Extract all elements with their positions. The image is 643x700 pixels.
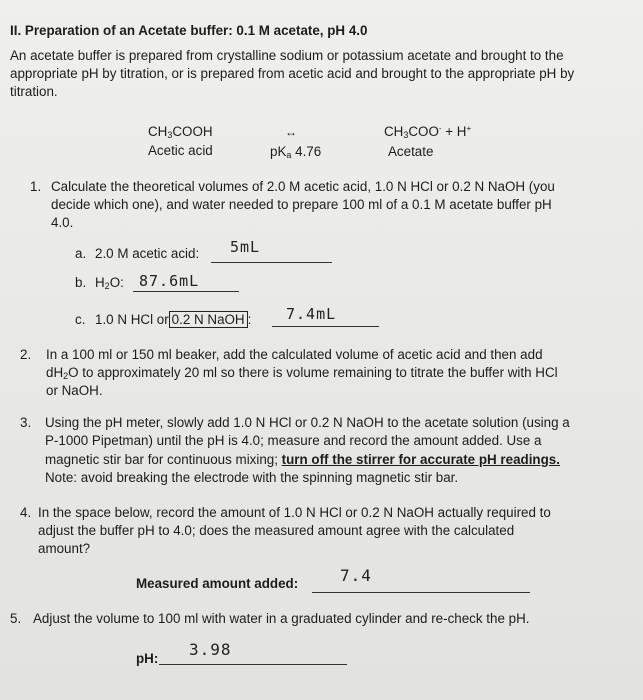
- intro-line-2: appropriate pH by titration, or is prepared from acetic acid and brought to the appropriate pH by: [10, 66, 575, 81]
- q5-number: 5.: [10, 611, 22, 626]
- q3-bold-warning: turn off the stirrer for accurate pH readings.: [281, 452, 560, 467]
- q1c-answer: 7.4mL: [286, 305, 337, 323]
- intro-line-1: An acetate buffer is prepared from crystalline sodium or potassium acetate and brought to the: [10, 48, 564, 63]
- acetic-acid-name: Acetic acid: [148, 143, 213, 158]
- q1a-answer: 5mL: [230, 238, 261, 256]
- section-title: II. Preparation of an Acetate buffer: 0.1 M acetate, pH 4.0: [10, 23, 368, 38]
- q1-number: 1.: [30, 179, 42, 194]
- q1b-label: b.: [75, 275, 87, 290]
- q1-line-1: Calculate the theoretical volumes of 2.0 M acetic acid, 1.0 N HCl or 0.2 N NaOH (you: [51, 179, 555, 194]
- q2-line-1: In a 100 ml or 150 ml beaker, add the calculated volume of acetic acid and then add: [46, 347, 543, 362]
- measured-amount-label: Measured amount added:: [136, 576, 299, 591]
- q1c-label: c.: [75, 312, 86, 327]
- q4-number: 4.: [20, 505, 32, 520]
- q2-number: 2.: [20, 347, 32, 362]
- pka-value: $pK_a$ 4.76: [270, 144, 322, 160]
- ph-label: pH:: [136, 651, 159, 666]
- acetate-formula: $CH_3COO^- + H^+$: [384, 124, 472, 140]
- q5-line-1: Adjust the volume to 100 ml with water in a graduated cylinder and re-check the pH.: [33, 611, 530, 626]
- q2-line-2: $dH_2O$ to approximately 20 ml so there is volume remaining to titrate the buffer with HCl: [46, 365, 558, 381]
- q2-line-3: or NaOH.: [46, 383, 103, 398]
- measured-amount-blank: [312, 592, 530, 593]
- q3-line-1: Using the pH meter, slowly add 1.0 N HCl or 0.2 N NaOH to the acetate solution (using a: [45, 415, 570, 430]
- ph-answer: 3.98: [189, 640, 232, 659]
- q1c-blank: [272, 326, 379, 327]
- ph-blank: [159, 664, 347, 665]
- q1a-text: 2.0 M acetic acid:: [95, 246, 200, 261]
- intro-line-3: titration.: [10, 84, 58, 99]
- q4-line-2: adjust the buffer pH to 4.0; does the measured amount agree with the calculated: [38, 523, 515, 538]
- q1a-blank: [211, 262, 332, 263]
- q1b-answer: 87.6mL: [139, 272, 200, 290]
- acetic-acid-formula: $CH_3COOH$: [148, 124, 213, 140]
- q1b-blank: [133, 291, 239, 292]
- q3-line-3: magnetic stir bar for continuous mixing; turn off the stirrer for accurate pH readings.: [45, 452, 560, 467]
- q4-line-1: In the space below, record the amount of 1.0 N HCl or 0.2 N NaOH actually required to: [38, 505, 551, 520]
- q1-line-3: 4.0.: [51, 215, 74, 230]
- q1-line-2: decide which one), and water needed to prepare 100 ml of a 0.1 M acetate buffer pH: [51, 197, 552, 212]
- q1a-label: a.: [75, 246, 87, 261]
- q1c-text: 1.0 N HCl or 0.2 N NaOH :: [95, 312, 252, 327]
- q1c-circled-choice: 0.2 N NaOH: [169, 311, 248, 328]
- q3-line-4: Note: avoid breaking the electrode with the spinning magnetic stir bar.: [45, 470, 459, 485]
- equilibrium-arrow: ↔: [285, 125, 297, 139]
- q4-line-3: amount?: [38, 541, 91, 556]
- measured-amount-answer: 7.4: [340, 566, 372, 585]
- acetate-name: Acetate: [388, 144, 434, 159]
- q1b-text: $H_2O$:: [95, 275, 124, 291]
- q3-number: 3.: [20, 415, 32, 430]
- q3-line-2: P-1000 Pipetman) until the pH is 4.0; measure and record the amount added. Use a: [45, 433, 542, 448]
